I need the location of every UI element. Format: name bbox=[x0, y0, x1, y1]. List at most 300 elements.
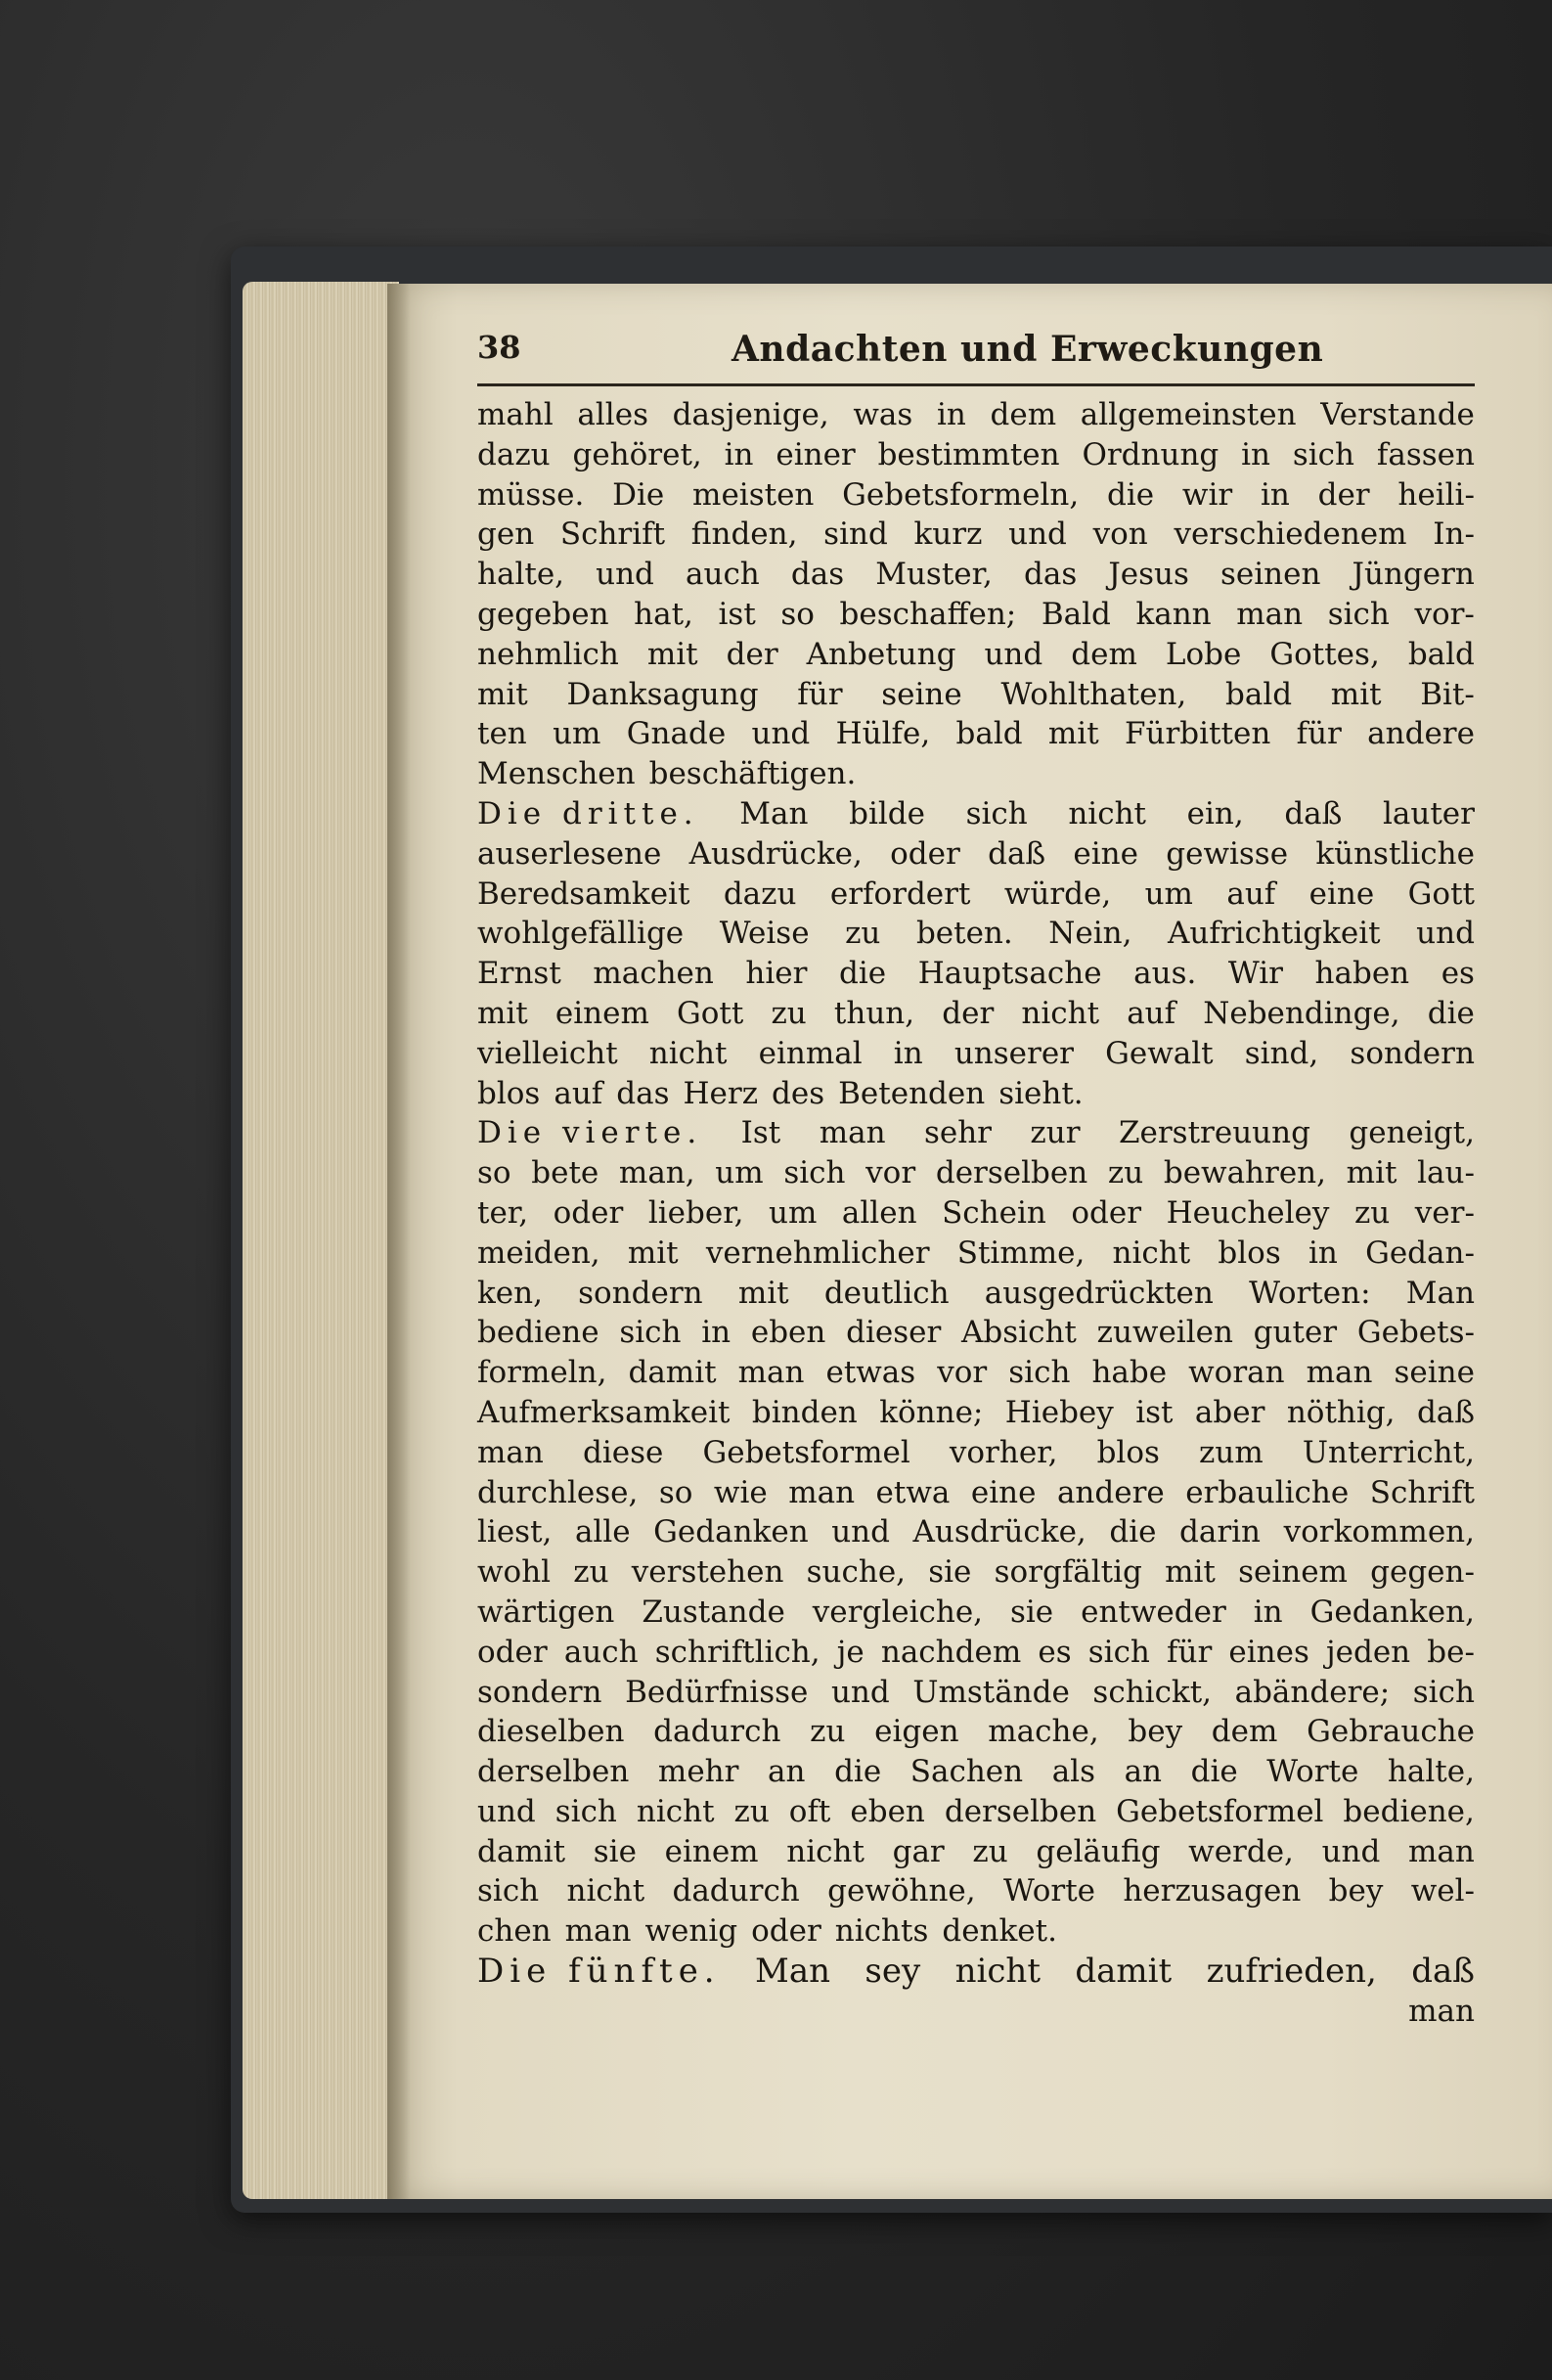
word: auf bbox=[554, 1075, 603, 1111]
word: einem bbox=[664, 1833, 759, 1869]
word: eben bbox=[850, 1793, 925, 1829]
word: man bbox=[1306, 1355, 1373, 1391]
word: oder bbox=[890, 835, 960, 872]
word: Zustande bbox=[642, 1594, 785, 1630]
word: eine bbox=[1308, 876, 1375, 912]
word: nöthig, bbox=[1286, 1394, 1396, 1430]
word: Lobe bbox=[1165, 636, 1242, 672]
word: dadurch bbox=[672, 1873, 800, 1909]
word: nehmlich bbox=[477, 636, 619, 672]
word: Verstande bbox=[1320, 397, 1475, 432]
word: dem bbox=[1071, 636, 1137, 672]
word: Man bbox=[1405, 1275, 1475, 1311]
word: sondern bbox=[578, 1275, 703, 1311]
word: sich bbox=[1292, 436, 1355, 472]
word: und bbox=[751, 716, 811, 752]
text-line bbox=[477, 1234, 1475, 1274]
catchword-text: man bbox=[1408, 1993, 1475, 2029]
word: sorgfältig bbox=[994, 1554, 1142, 1591]
text-line bbox=[477, 994, 1475, 1034]
word: sehr bbox=[923, 1115, 992, 1151]
word: Hauptsache bbox=[917, 956, 1102, 992]
word: wel- bbox=[1410, 1873, 1475, 1909]
word: Gewalt bbox=[1105, 1035, 1214, 1071]
word: Bedürfnisse bbox=[625, 1674, 809, 1710]
word: man bbox=[737, 1355, 805, 1391]
word: würde, bbox=[1003, 876, 1112, 912]
word: Worte bbox=[1266, 1754, 1359, 1790]
word: vergleiche, bbox=[812, 1594, 984, 1630]
word: aus. bbox=[1133, 956, 1197, 992]
word: Weise bbox=[719, 916, 810, 952]
text-line bbox=[477, 555, 1475, 595]
word: Worten: bbox=[1249, 1275, 1371, 1311]
word: die bbox=[1427, 995, 1475, 1031]
text-line bbox=[477, 875, 1475, 915]
word: daß bbox=[1284, 795, 1343, 831]
word: die bbox=[1107, 476, 1155, 513]
word: meiden, bbox=[477, 1235, 600, 1271]
word: und bbox=[1008, 516, 1067, 553]
word: allgemeinsten bbox=[1080, 397, 1297, 432]
word: mit bbox=[1346, 1155, 1397, 1191]
word: sich bbox=[1008, 1355, 1071, 1391]
word: sich bbox=[619, 1315, 682, 1351]
word: Gebetsformeln, bbox=[842, 476, 1080, 513]
word: bewahren, bbox=[1163, 1155, 1326, 1191]
word: wohlgefällige bbox=[477, 916, 685, 952]
word: bald bbox=[1407, 636, 1475, 672]
word: Gebrauche bbox=[1307, 1714, 1475, 1750]
word: ist bbox=[718, 596, 756, 632]
word: sie bbox=[1009, 1594, 1054, 1630]
word: seinen bbox=[1220, 557, 1321, 593]
word: für bbox=[1296, 716, 1342, 752]
text-line bbox=[477, 1433, 1475, 1473]
word: wenig bbox=[644, 1913, 738, 1950]
word: Ist bbox=[740, 1115, 781, 1151]
word: ausgedrückten bbox=[984, 1275, 1214, 1311]
word: Wir bbox=[1227, 956, 1283, 992]
word: sondern bbox=[477, 1674, 602, 1710]
word: blos bbox=[1096, 1434, 1160, 1470]
word: Gedanken bbox=[653, 1514, 809, 1550]
word: hier bbox=[745, 956, 808, 992]
word: Zerstreuung bbox=[1118, 1115, 1310, 1151]
text-line bbox=[477, 1274, 1475, 1314]
text-line bbox=[477, 675, 1475, 715]
word: an bbox=[1124, 1754, 1163, 1790]
word: verschiedenem bbox=[1174, 516, 1407, 553]
section-lead: Die vierte. bbox=[477, 1115, 703, 1151]
word: Beredsamkeit bbox=[477, 876, 690, 912]
word: dieselben bbox=[477, 1714, 625, 1750]
word: das bbox=[616, 1075, 670, 1111]
word: entweder bbox=[1081, 1594, 1226, 1630]
word: an bbox=[768, 1754, 806, 1790]
word: nicht bbox=[954, 1952, 1041, 1992]
word: daß bbox=[1411, 1952, 1475, 1992]
word: jeden bbox=[1326, 1634, 1411, 1670]
text-line bbox=[477, 1911, 1475, 1952]
text-line bbox=[477, 1952, 1475, 1992]
word: vor bbox=[865, 1155, 916, 1191]
word: Jüngern bbox=[1352, 557, 1475, 593]
word: Anbetung bbox=[806, 636, 956, 672]
word: Aufrichtigkeit bbox=[1168, 916, 1381, 952]
word: thun, bbox=[833, 995, 915, 1031]
word: bediene bbox=[477, 1315, 599, 1351]
word: daß bbox=[1416, 1394, 1475, 1430]
page-edges bbox=[243, 282, 399, 2199]
word: und bbox=[477, 1793, 536, 1829]
word: müsse. bbox=[477, 476, 585, 513]
word: der bbox=[726, 636, 778, 672]
word: so bbox=[780, 596, 815, 632]
word: blos bbox=[477, 1075, 541, 1111]
word: eine bbox=[970, 1474, 1037, 1510]
word: Sachen bbox=[909, 1754, 1024, 1790]
word: gewisse bbox=[1166, 835, 1289, 872]
word: mit bbox=[477, 995, 528, 1031]
word: abändere; bbox=[1234, 1674, 1391, 1710]
word: und bbox=[1416, 916, 1475, 952]
word: vor- bbox=[1414, 596, 1475, 632]
word: ein, bbox=[1186, 795, 1244, 831]
word: Man bbox=[739, 795, 809, 831]
word: fassen bbox=[1376, 436, 1475, 472]
word: es bbox=[1441, 956, 1475, 992]
word: in bbox=[1253, 1594, 1283, 1630]
word: um bbox=[553, 716, 601, 752]
word: auch bbox=[563, 1634, 639, 1670]
page-header bbox=[477, 329, 1475, 380]
word: dem bbox=[1211, 1714, 1278, 1750]
word: in bbox=[1260, 476, 1290, 513]
word: in bbox=[701, 1315, 732, 1351]
word: verstehen bbox=[631, 1554, 784, 1591]
word: um bbox=[1144, 876, 1193, 912]
text-line bbox=[477, 1473, 1475, 1513]
word: diese bbox=[582, 1434, 664, 1470]
word: oder bbox=[1071, 1194, 1142, 1231]
text-line bbox=[477, 1113, 1475, 1153]
word: sie bbox=[928, 1554, 972, 1591]
word: lauter bbox=[1382, 795, 1475, 831]
running-title: Andachten und Erweckungen bbox=[732, 329, 1324, 370]
word: finden, bbox=[690, 516, 798, 553]
word: derselben bbox=[944, 1793, 1097, 1829]
text-line bbox=[477, 1712, 1475, 1752]
word: man bbox=[819, 1115, 886, 1151]
word: seine bbox=[1394, 1355, 1475, 1391]
word: Aufmerksamkeit bbox=[477, 1394, 731, 1430]
word: je bbox=[836, 1634, 865, 1670]
word: Schein bbox=[942, 1194, 1046, 1231]
word: einmal bbox=[758, 1035, 863, 1071]
word: Gebets- bbox=[1356, 1315, 1475, 1351]
word: vielleicht bbox=[477, 1035, 618, 1071]
word: man bbox=[477, 1434, 544, 1470]
word: auch bbox=[686, 557, 760, 593]
word: Umstände bbox=[912, 1674, 1070, 1710]
text-line bbox=[477, 714, 1475, 754]
word: haben bbox=[1314, 956, 1410, 992]
word: wärtigen bbox=[477, 1594, 615, 1630]
word: vorher, bbox=[949, 1434, 1058, 1470]
word: gegeben bbox=[477, 596, 609, 632]
word: bediene, bbox=[1343, 1793, 1475, 1829]
word: Gebetsformel bbox=[702, 1434, 910, 1470]
word: aber bbox=[1194, 1394, 1265, 1430]
word: als bbox=[1051, 1754, 1095, 1790]
word: kurz bbox=[913, 516, 983, 553]
word: und bbox=[831, 1514, 890, 1550]
word: Gottes, bbox=[1269, 636, 1380, 672]
word: zu bbox=[845, 916, 881, 952]
word: man bbox=[1408, 1833, 1475, 1869]
word: sich bbox=[965, 795, 1028, 831]
word: es bbox=[1038, 1634, 1072, 1670]
word: sind, bbox=[1244, 1035, 1319, 1071]
word: die bbox=[834, 1754, 882, 1790]
word: werde, bbox=[1188, 1833, 1294, 1869]
word: zu bbox=[573, 1554, 609, 1591]
word: zu bbox=[810, 1714, 846, 1750]
word: das bbox=[1024, 557, 1078, 593]
word: bald bbox=[1225, 676, 1293, 712]
text-line bbox=[477, 834, 1475, 875]
word: Ausdrücke, bbox=[688, 835, 863, 872]
word: gehöret, bbox=[572, 436, 702, 472]
word: von bbox=[1092, 516, 1148, 553]
header-rule bbox=[477, 383, 1475, 386]
word: Jesus bbox=[1108, 557, 1189, 593]
word: lieber, bbox=[647, 1194, 744, 1231]
word: Schrift bbox=[1369, 1474, 1475, 1510]
word: der bbox=[942, 995, 995, 1031]
word: für bbox=[1167, 1634, 1213, 1670]
text-line bbox=[477, 435, 1475, 475]
word: sich bbox=[477, 1873, 540, 1909]
word: um bbox=[715, 1155, 764, 1191]
word: auserlesene bbox=[477, 835, 662, 872]
word: geneigt, bbox=[1349, 1115, 1475, 1151]
word: nicht bbox=[1068, 795, 1147, 831]
word: gegen- bbox=[1370, 1554, 1475, 1591]
word: oder bbox=[477, 1634, 548, 1670]
word: Gedan- bbox=[1365, 1235, 1475, 1271]
word: eigen bbox=[874, 1714, 959, 1750]
word: nachdem bbox=[880, 1634, 1022, 1670]
word: mit bbox=[646, 636, 698, 672]
text-line bbox=[477, 1393, 1475, 1433]
word: sich bbox=[1087, 1634, 1150, 1670]
word: wohl bbox=[477, 1554, 552, 1591]
word: vorkommen, bbox=[1283, 1514, 1475, 1550]
word: mit bbox=[1165, 1554, 1216, 1591]
word: liest, bbox=[477, 1514, 553, 1550]
word: Hülfe, bbox=[835, 716, 931, 752]
word: so bbox=[477, 1155, 511, 1191]
word: nicht bbox=[636, 1793, 715, 1829]
word: Gedanken, bbox=[1309, 1594, 1475, 1630]
word: nicht bbox=[566, 1873, 645, 1909]
word: formeln, bbox=[477, 1355, 607, 1391]
word: nicht bbox=[1021, 995, 1100, 1031]
text-line bbox=[477, 515, 1475, 555]
word: mit bbox=[737, 1275, 789, 1311]
word: einer bbox=[776, 436, 856, 472]
word: nicht bbox=[786, 1833, 865, 1869]
word: wir bbox=[1181, 476, 1233, 513]
word: zu bbox=[1353, 1194, 1391, 1231]
word: auf bbox=[1127, 995, 1176, 1031]
word: mit bbox=[627, 1235, 679, 1271]
word: Danksagung bbox=[566, 676, 759, 712]
word: könne; bbox=[879, 1394, 984, 1430]
word: binden bbox=[751, 1394, 858, 1430]
word: und bbox=[984, 636, 1043, 672]
text-line bbox=[477, 1193, 1475, 1234]
word: nicht bbox=[648, 1035, 728, 1071]
text-line bbox=[477, 595, 1475, 635]
word: vor bbox=[937, 1355, 988, 1391]
word: künstliche bbox=[1315, 835, 1475, 872]
text-line bbox=[477, 754, 1475, 794]
word: ter, bbox=[477, 1194, 529, 1231]
text-line bbox=[477, 1832, 1475, 1872]
word: für bbox=[797, 676, 843, 712]
word: schickt, bbox=[1092, 1674, 1213, 1710]
word: um bbox=[769, 1194, 818, 1231]
word: beschäftigen. bbox=[648, 756, 857, 792]
word: Ordnung bbox=[1082, 436, 1219, 472]
word: sich bbox=[554, 1793, 617, 1829]
word: alle bbox=[574, 1514, 631, 1550]
word: zu bbox=[733, 1793, 770, 1829]
word: Bald bbox=[1041, 596, 1111, 632]
word: zufrieden, bbox=[1206, 1952, 1377, 1992]
word: Nein, bbox=[1048, 916, 1132, 952]
word: des bbox=[772, 1075, 825, 1111]
word: mit bbox=[477, 676, 528, 712]
word: herzusagen bbox=[1123, 1873, 1302, 1909]
text-line bbox=[477, 1752, 1475, 1792]
word: sondern bbox=[1350, 1035, 1475, 1071]
body-text bbox=[477, 395, 1475, 2032]
word: zu bbox=[1107, 1155, 1144, 1191]
word: beten. bbox=[915, 916, 1013, 952]
word: sich bbox=[1327, 596, 1390, 632]
word: nicht bbox=[1112, 1235, 1191, 1271]
word: wie bbox=[713, 1474, 768, 1510]
word: geläufig bbox=[1036, 1833, 1161, 1869]
word: ken, bbox=[477, 1275, 543, 1311]
word: Ausdrücke, bbox=[912, 1514, 1086, 1550]
word: Gott bbox=[1407, 876, 1475, 912]
word: eine bbox=[1073, 835, 1138, 872]
word: die bbox=[1109, 1514, 1157, 1550]
word: blos bbox=[1218, 1235, 1281, 1271]
word: bete bbox=[531, 1155, 599, 1191]
word: suche, bbox=[806, 1554, 907, 1591]
word: damit bbox=[477, 1833, 566, 1869]
word: darin bbox=[1179, 1514, 1262, 1550]
word: bey bbox=[1328, 1873, 1384, 1909]
word: Gott bbox=[677, 995, 744, 1031]
word: andere bbox=[1367, 716, 1475, 752]
word: man bbox=[1236, 596, 1304, 632]
word: oder bbox=[553, 1194, 624, 1231]
word: eines bbox=[1228, 1634, 1309, 1670]
word: dieser bbox=[846, 1315, 942, 1351]
word: in bbox=[1308, 1235, 1338, 1271]
word: zu bbox=[771, 995, 807, 1031]
text-line bbox=[477, 475, 1475, 516]
page-gutter-shadow bbox=[387, 284, 411, 2199]
word: mit bbox=[1330, 676, 1382, 712]
word: mache, bbox=[988, 1714, 1099, 1750]
word: sie bbox=[593, 1833, 637, 1869]
word: in bbox=[936, 397, 966, 432]
word: gewöhne, bbox=[827, 1873, 976, 1909]
word: schriftlich, bbox=[654, 1634, 820, 1670]
word: daß bbox=[988, 835, 1046, 872]
word: Absicht bbox=[961, 1315, 1077, 1351]
word: gar bbox=[892, 1833, 945, 1869]
text-line bbox=[477, 1633, 1475, 1673]
word: machen bbox=[593, 956, 714, 992]
word: zum bbox=[1199, 1434, 1264, 1470]
word: beschaffen; bbox=[839, 596, 1017, 632]
word: sind bbox=[823, 516, 888, 553]
catchword bbox=[477, 1992, 1475, 2032]
text-line bbox=[477, 1552, 1475, 1593]
word: chen bbox=[477, 1913, 552, 1950]
text-line bbox=[477, 395, 1475, 435]
word: Betenden bbox=[838, 1075, 986, 1111]
word: zur bbox=[1030, 1115, 1081, 1151]
text-line bbox=[477, 1512, 1475, 1552]
text-line bbox=[477, 1074, 1475, 1114]
word: Stimme, bbox=[956, 1235, 1086, 1271]
word: seinem bbox=[1238, 1554, 1348, 1591]
word: Schrift bbox=[559, 516, 666, 553]
word: in bbox=[724, 436, 754, 472]
word: dem bbox=[990, 397, 1057, 432]
text-line bbox=[477, 954, 1475, 994]
word: oder bbox=[751, 1913, 821, 1950]
word: sieht. bbox=[998, 1075, 1084, 1111]
word: dasjenige, bbox=[672, 397, 829, 432]
word: zuweilen bbox=[1096, 1315, 1233, 1351]
word: bald bbox=[955, 716, 1023, 752]
word: Wohlthaten, bbox=[1000, 676, 1187, 712]
word: damit bbox=[1075, 1952, 1173, 1992]
word: etwa bbox=[875, 1474, 951, 1510]
word: zu bbox=[972, 1833, 1008, 1869]
word: der bbox=[1317, 476, 1370, 513]
word: Bit- bbox=[1420, 676, 1475, 712]
word: was bbox=[853, 397, 913, 432]
word: sich bbox=[1412, 1674, 1475, 1710]
word: sey bbox=[865, 1952, 921, 1992]
word: erfordert bbox=[829, 876, 971, 912]
word: Worte bbox=[1002, 1873, 1096, 1909]
word: nichts bbox=[834, 1913, 929, 1950]
word: Herz bbox=[683, 1075, 759, 1111]
